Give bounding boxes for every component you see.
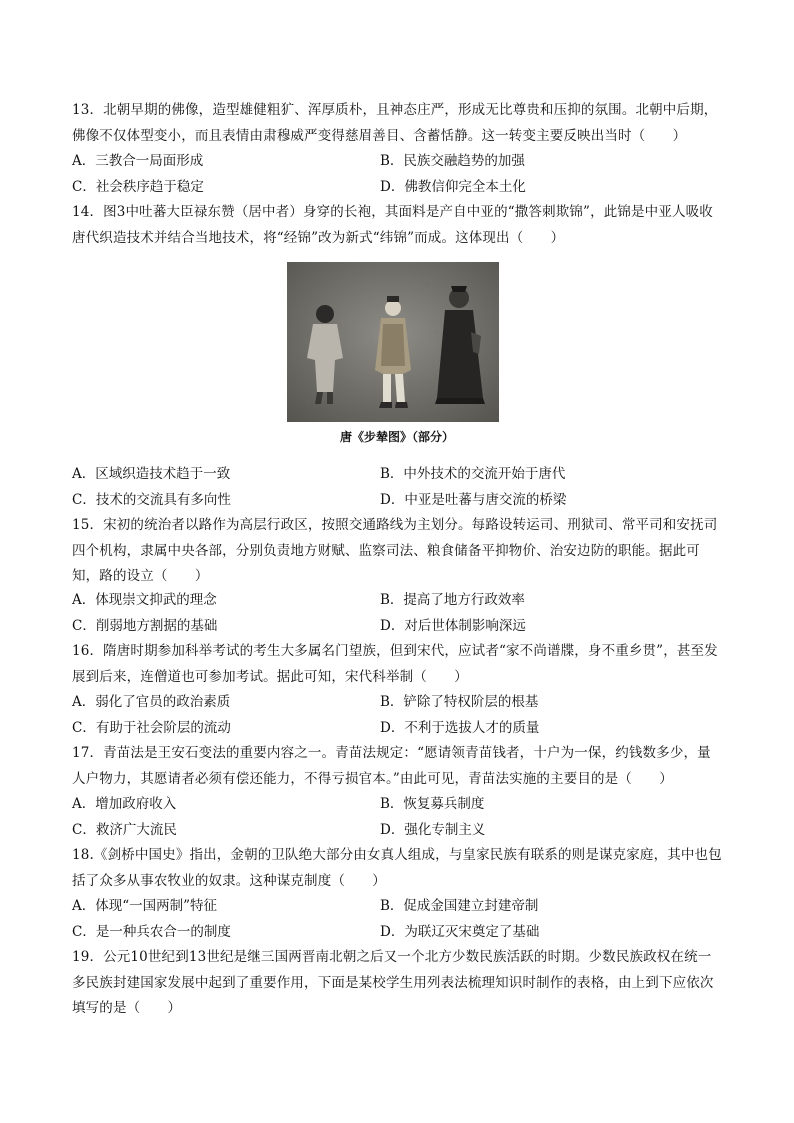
option-c: C．有助于社会阶层的流动 [72,719,231,736]
option-a: A．体现崇文抑武的理念 [72,592,217,608]
option-d: D．强化专制主义 [380,821,486,838]
question-16-stem: 16．隋唐时期参加科举考试的考生大多属名门望族，但到宋代，应试者“家不尚谱牒，身不重乡贯”，甚至发展到后来，连僧道也可参加考试。据此可知，宋代科举制（ ） [72,643,718,685]
question-19-stem: 19．公元10世纪到13世纪是继三国两晋南北朝之后又一个北方少数民族活跃的时期。少数民族政权在统一多民族封建国家发展中起到了重要作用，下面是某校学生用列表法梳理知识时制作的表格，由上到下应依次填写的是（ ） [72,949,714,1016]
option-b: B．提高了地方行政效率 [380,592,525,608]
option-c: C．技术的交流具有多向性 [72,491,231,508]
option-b: B．民族交融趋势的加强 [380,153,525,169]
option-a: A．体现“一国两制”特征 [72,898,218,914]
question-15-stem: 15．宋初的统治者以路作为高层行政区，按照交通路线为主划分。每路设转运司、刑狱司、常平司和安抚司四个机构，隶属中央各部，分别负责地方财赋、监察司法、粮食储备平抑物价、治安边防的职能。据此可知，路的设立（ ） [72,517,718,584]
option-d: D．对后世体制影响深远 [380,617,526,634]
option-a: A．区域织造技术趋于一致 [72,466,231,482]
question-18-stem: 18.《剑桥中国史》指出，金朝的卫队绝大部分由女真人组成，与皇家民族有联系的则是谋克家庭，其中也包括了众多从事农牧业的奴隶。这种谋克制度（ ） [72,847,722,889]
option-c: C．救济广大流民 [72,821,177,838]
option-b: B．中外技术的交流开始于唐代 [380,466,566,482]
figure-caption: 唐《步辇图》（部分） [339,430,454,444]
bunian-painting-figure [287,262,499,422]
question-14-stem: 14．图3中吐蕃大臣禄东赞（居中者）身穿的长袍，其面料是产自中亚的“撒答刺欺锦”，此锦是中亚人吸收唐代织造技术并结合当地技术，将“经锦”改为新式“纬锦”而成。这体现出（ ） [72,204,713,246]
option-a: A．弱化了官员的政治素质 [72,694,231,710]
option-d: D．不利于选拔人才的质量 [380,719,540,736]
question-16-options [72,690,724,741]
question-17-options [72,792,724,843]
question-17-stem: 17．青苗法是王安石变法的重要内容之一。青苗法规定：“愿请领青苗钱者，十户为一保，约钱数多少，量人户物力，其愿请者必须有偿还能力，不得亏损官本。”由此可见，青苗法实施的主要目的是（ ） [72,745,711,787]
question-14-options [72,462,724,513]
option-c: C．是一种兵农合一的制度 [72,923,231,940]
question-15-options [72,588,724,639]
question-13-stem: 13．北朝早期的佛像，造型雄健粗犷、浑厚质朴，且神态庄严，形成无比尊贵和压抑的氛围。北朝中后期，佛像不仅体型变小，而且表情由肃穆威严变得慈眉善目、含蓄恬静。这一转变主要反映出当时（ ） [72,102,718,144]
option-c: C．社会秩序趋于稳定 [72,178,204,195]
option-d: D．中亚是吐蕃与唐交流的桥梁 [380,491,567,508]
option-d: D．佛教信仰完全本土化 [380,178,526,195]
question-13-options [72,149,724,200]
question-18-options [72,894,724,945]
option-b: B．恢复募兵制度 [380,796,485,812]
option-b: B．促成金国建立封建帝制 [380,898,539,914]
option-b: B．铲除了特权阶层的根基 [380,694,539,710]
option-d: D．为联辽灭宋奠定了基础 [380,923,540,940]
option-c: C．削弱地方割据的基础 [72,617,218,634]
option-a: A．三教合一局面形成 [72,153,204,169]
option-a: A．增加政府收入 [72,796,177,812]
